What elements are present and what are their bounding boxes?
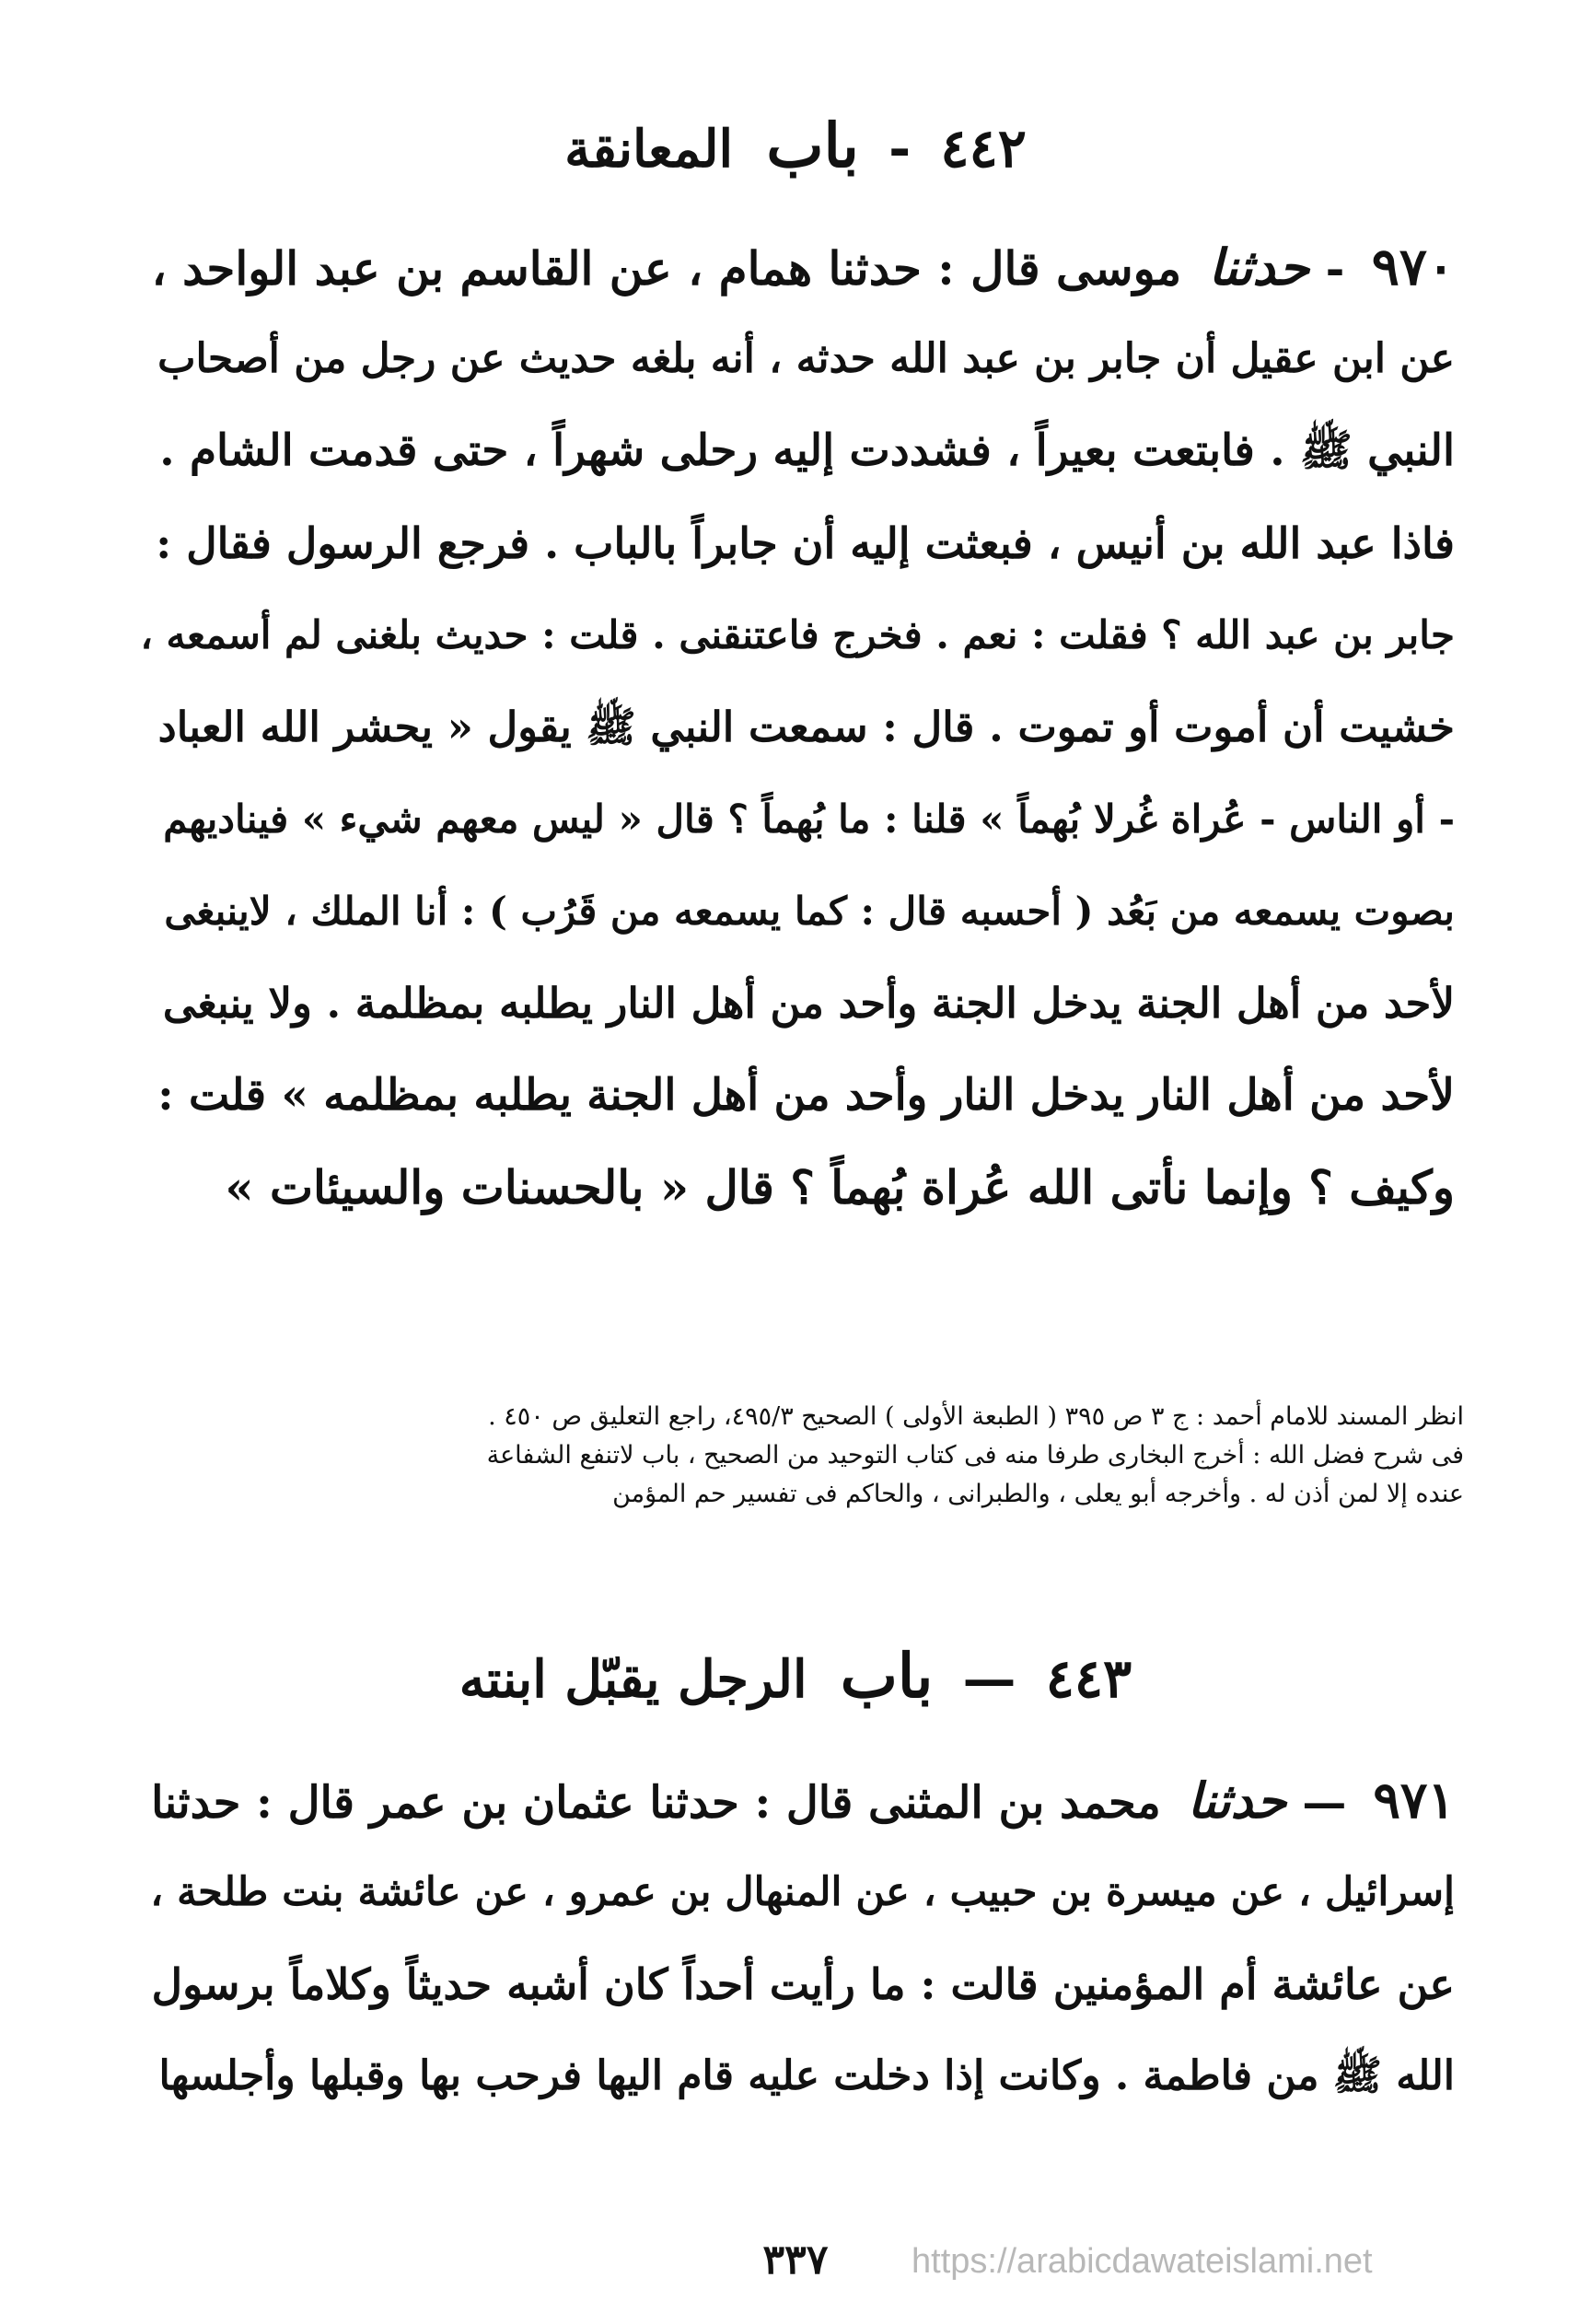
hadith-line (138, 221, 1455, 313)
haddathana-word: حدثنا (1208, 238, 1310, 296)
hadith-line: جابر بن عبد الله ؟ فقلت : نعم . فخرج فاعتنقنى . قلت : حديث بلغنى لم أسمعه ، (140, 612, 1455, 657)
chapter-bab-word: باب (840, 1640, 934, 1712)
chapter-heading-442 (0, 109, 1591, 186)
hadith-number: ٩٧١ (1373, 1770, 1455, 1830)
footnote-line: فى شرح فضل الله : أخرج البخارى طرفا منه فى كتاب التوحيد من الصحيح ، باب لاتنفع الشفاعة (486, 1441, 1464, 1470)
footnote-line: انظر المسند للامام أحمد : ج ٣ ص ٣٩٥ ( الطبعة الأولى ) الصحيح ٤٩٥/٣، راجع التعليق ص ٤٥٠ . (488, 1402, 1464, 1431)
hadith-line: بصوت يسمعه من بَعُد ( أحسبه قال : كما يسمعه من قَرُب ) : أنا الملك ، لاينبغى (164, 889, 1455, 934)
hadith-line: لأحد من أهل النار يدخل النار وأحد من أهل الجنة يطلبه بمظلمه » قلت : (157, 1070, 1455, 1121)
chapter-title: المعانقة (564, 119, 734, 180)
footnotes (129, 1398, 1464, 1514)
chapter-dash: - (888, 117, 912, 180)
hadith-line: وكيف ؟ وإنما نأتى الله عُراة بُهماً ؟ قال « بالحسنات والسيئات » (225, 1160, 1455, 1214)
hadith-970 (138, 221, 1455, 1234)
hadith-971 (138, 1754, 1455, 2122)
chapter-title: الرجل يقبّل ابنته (459, 1649, 807, 1710)
hadith-dash: - (1325, 241, 1345, 296)
chapter-number: ٤٤٣ (1045, 1647, 1132, 1710)
hadith-line: إسرائيل ، عن ميسرة بن حبيب ، عن المنهال بن عمرو ، عن عائشة بنت طلحة ، (150, 1869, 1455, 1915)
hadith-number: ٩٧٠ (1371, 237, 1455, 297)
hadith-text: موسى قال : حدثنا همام ، عن القاسم بن عبد الواحد ، (151, 241, 1182, 296)
hadith-dash: — (1302, 1777, 1347, 1829)
chapter-number: ٤٤٢ (940, 117, 1027, 180)
chapter-heading-443 (0, 1639, 1591, 1716)
hadith-line: الله ﷺ من فاطمة . وكانت إذا دخلت عليه قام اليها فرحب بها وقبلها وأجلسها (158, 2052, 1455, 2099)
footnote-line: عنده إلا لمن أذن له . وأخرجه أبو يعلى ، والطبرانى ، والحاكم فى تفسير حم المؤمن (612, 1480, 1464, 1508)
watermark-url: https://arabicdawateislami.net (912, 2242, 1373, 2281)
hadith-line: خشيت أن أموت أو تموت . قال : سمعت النبي ﷺ يقول « يحشر الله العباد (157, 703, 1455, 751)
haddathana-word: حدثنا (1187, 1772, 1287, 1830)
hadith-line: عن ابن عقيل أن جابر بن عبد الله حدثه ، أنه بلغه حديث عن رجل من أصحاب (157, 335, 1455, 382)
hadith-line: لأحد من أهل الجنة يدخل الجنة وأحد من أهل النار يطلبه بمظلمة . ولا ينبغى (162, 979, 1455, 1028)
chapter-dash: — (962, 1647, 1016, 1710)
hadith-text: محمد بن المثنى قال : حدثنا عثمان بن عمر قال : حدثنا (151, 1777, 1161, 1829)
hadith-line: عن عائشة أم المؤمنين قالت : ما رأيت أحداً كان أشبه حديثاً وكلاماً برسول (151, 1959, 1455, 2009)
hadith-line (138, 1754, 1455, 1846)
chapter-bab-word: باب (766, 110, 859, 181)
page-number: ٣٣٧ (762, 2237, 829, 2283)
hadith-line: - أو الناس - عُراة غُرلا بُهماً » قلنا : ما بُهماً ؟ قال « ليس معهم شيء » فيناديهم (163, 796, 1455, 842)
hadith-line: فاذا عبد الله بن أنيس ، فبعثت إليه أن جابراً بالباب . فرجع الرسول فقال : (156, 518, 1455, 568)
hadith-line: النبي ﷺ . فابتعت بعيراً ، فشددت إليه رحلى شهراً ، حتى قدمت الشام . (159, 425, 1455, 476)
